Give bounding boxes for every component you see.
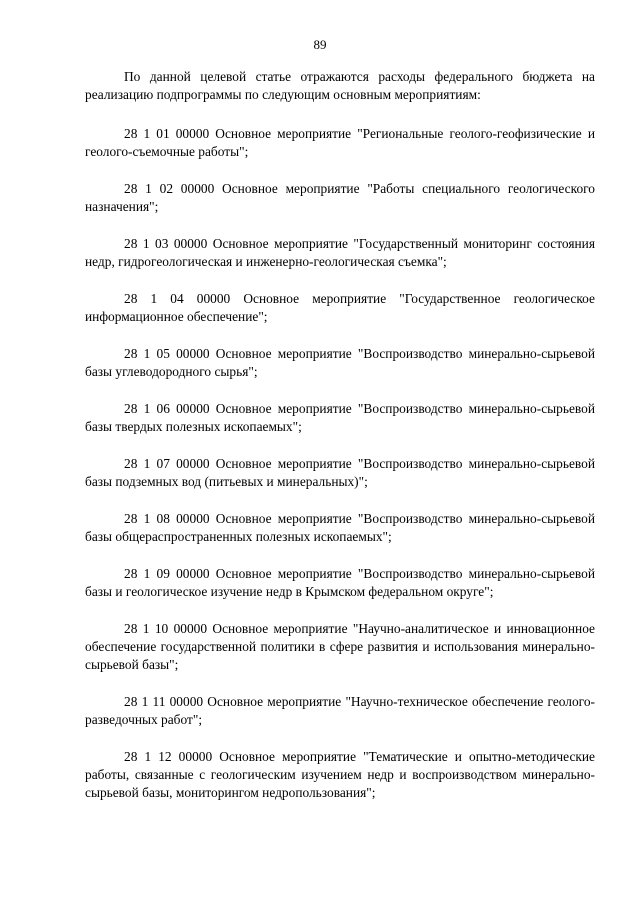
activity-item-06: 28 1 06 00000 Основное мероприятие "Воспроизводство минерально-сырьевой базы твердых полезных ископаемых";: [85, 401, 595, 434]
activity-item-03: 28 1 03 00000 Основное мероприятие "Государственный мониторинг состояния недр, гидрогеологическая и инженерно-геологическая съемка";: [85, 236, 595, 269]
activity-item-10: 28 1 10 00000 Основное мероприятие "Научно-аналитическое и инновационное обеспечение государственной политики в сфере развития и использования минерально-сырьевой базы";: [85, 621, 595, 672]
activity-item-01: 28 1 01 00000 Основное мероприятие "Региональные геолого-геофизические и геолого-съемочные работы";: [85, 126, 595, 159]
activity-item-07: 28 1 07 00000 Основное мероприятие "Воспроизводство минерально-сырьевой базы подземных вод (питьевых и минеральных)";: [85, 456, 595, 489]
document-body: [85, 68, 595, 821]
activity-item-04: 28 1 04 00000 Основное мероприятие "Государственное геологическое информационное обеспечение";: [85, 291, 595, 324]
activity-item-12: 28 1 12 00000 Основное мероприятие "Тематические и опытно-методические работы, связанные с геологическим изучением недр и воспроизводством минерально-сырьевой базы, мониторингом недропользования";: [85, 749, 595, 800]
activity-item-05: 28 1 05 00000 Основное мероприятие "Воспроизводство минерально-сырьевой базы углеводородного сырья";: [85, 346, 595, 379]
activity-item-11: 28 1 11 00000 Основное мероприятие "Научно-техническое обеспечение геолого-разведочных работ";: [85, 694, 595, 727]
activity-item-02: 28 1 02 00000 Основное мероприятие "Работы специального геологического назначения";: [85, 181, 595, 214]
page-number: 89: [313, 37, 327, 52]
activity-item-09: 28 1 09 00000 Основное мероприятие "Воспроизводство минерально-сырьевой базы и геологическое изучение недр в Крымском федеральном округе";: [85, 566, 595, 599]
intro-paragraph: По данной целевой статье отражаются расходы федерального бюджета на реализацию подпрограммы по следующим основным мероприятиям:: [85, 69, 595, 102]
activity-item-08: 28 1 08 00000 Основное мероприятие "Воспроизводство минерально-сырьевой базы общераспространенных полезных ископаемых";: [85, 511, 595, 544]
